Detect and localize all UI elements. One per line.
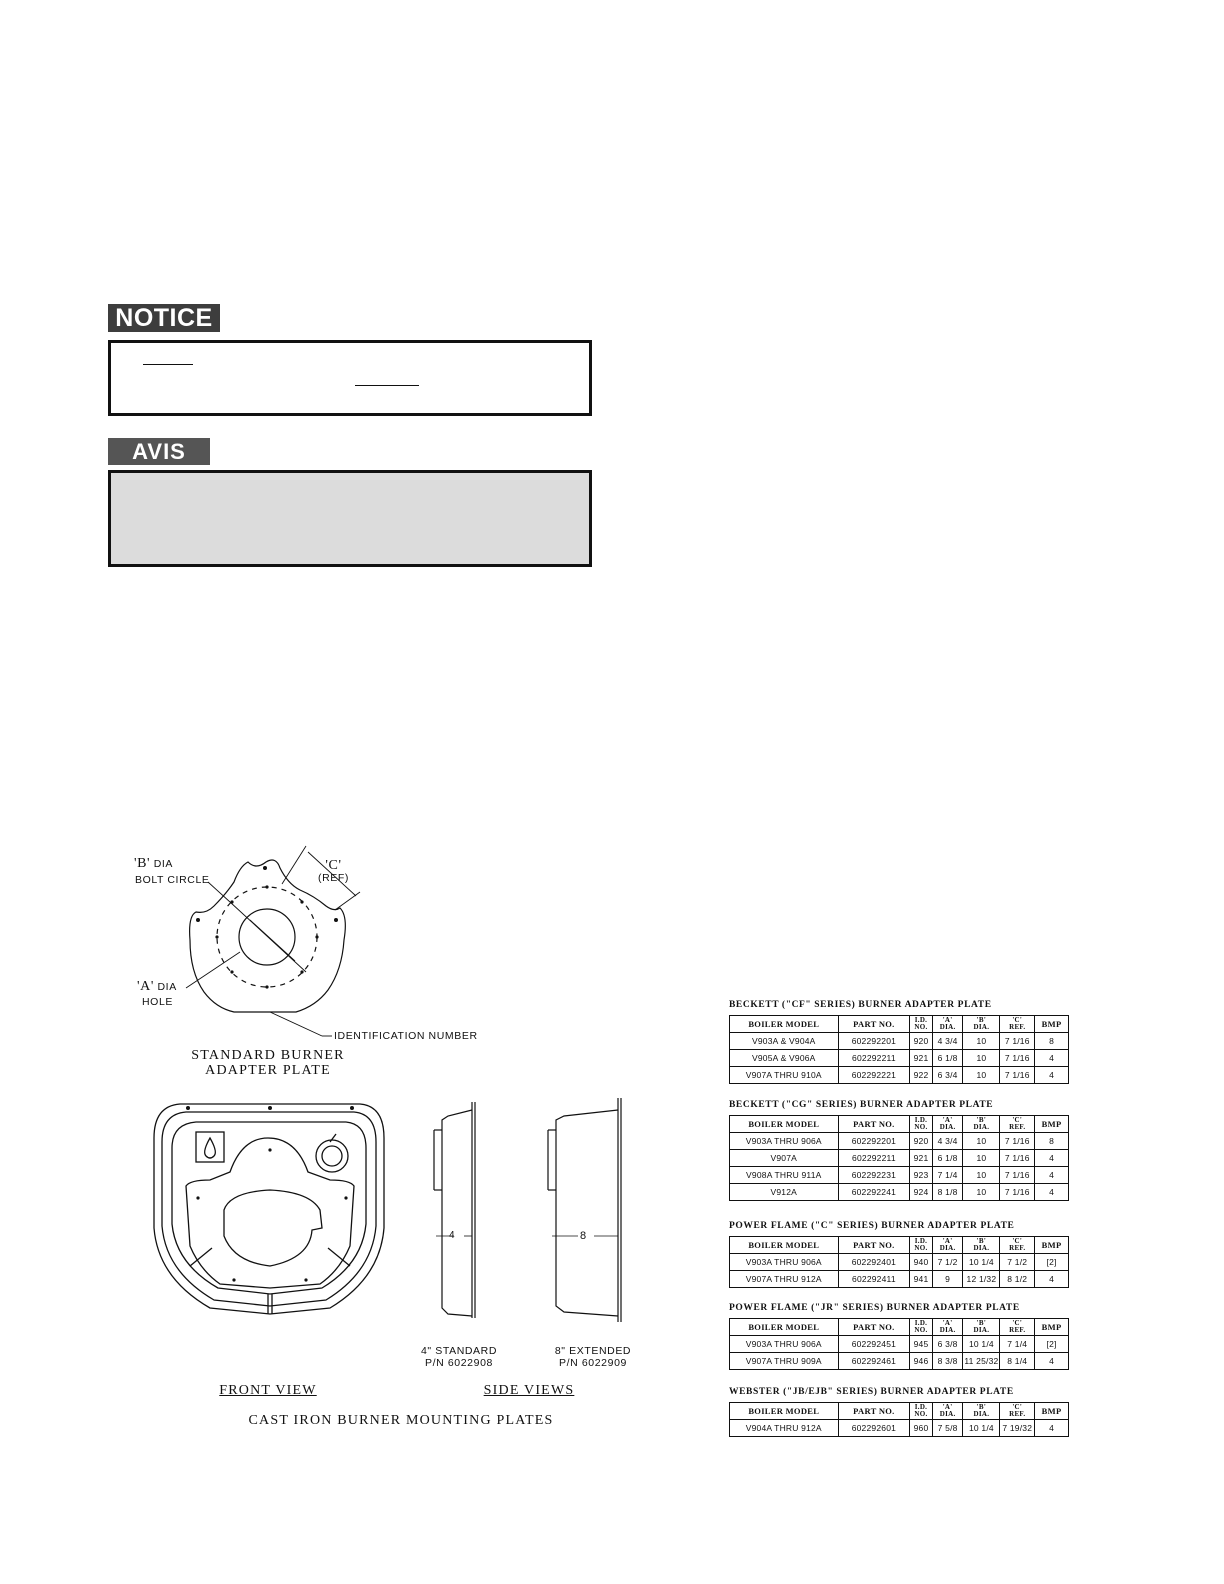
table-cell: 10 xyxy=(963,1150,1000,1167)
table-cell: 8 1/2 xyxy=(1000,1271,1035,1288)
table-cell: 10 xyxy=(963,1167,1000,1184)
table-cell: 10 1/4 xyxy=(963,1254,1000,1271)
b-dia-label: 'B' DIA xyxy=(134,856,174,871)
table-cell: 602292221 xyxy=(838,1067,910,1084)
table-header-cell: PART NO. xyxy=(838,1403,910,1420)
table-row xyxy=(730,1184,1069,1201)
table-cell: 6 3/8 xyxy=(932,1336,963,1353)
table-cell: 941 xyxy=(910,1271,933,1288)
cast-iron-caption: CAST IRON BURNER MOUNTING PLATES xyxy=(248,1413,554,1428)
table-cell: 602292231 xyxy=(838,1167,910,1184)
table-cell: 6 1/8 xyxy=(932,1150,963,1167)
table-header-cell: 'C' REF. xyxy=(1000,1403,1035,1420)
table-header-cell: I.D. NO. xyxy=(910,1403,933,1420)
table-cell: 7 1/16 xyxy=(1000,1184,1035,1201)
table-header-cell: 'A' DIA. xyxy=(932,1319,963,1336)
table-cell: 8 3/8 xyxy=(932,1353,963,1370)
table-cell: 4 3/4 xyxy=(932,1033,963,1050)
table-cell: 11 25/32 xyxy=(963,1353,1000,1370)
table-cell: 921 xyxy=(910,1050,933,1067)
table-cell: 602292211 xyxy=(838,1050,910,1067)
table-cell: 8 xyxy=(1035,1033,1069,1050)
table-header-cell: 'A' DIA. xyxy=(932,1016,963,1033)
table-row xyxy=(730,1067,1069,1084)
table-header-cell: 'B' DIA. xyxy=(963,1319,1000,1336)
table-cell: 922 xyxy=(910,1067,933,1084)
hole-label: HOLE xyxy=(142,996,173,1008)
avis-box xyxy=(108,470,592,567)
table-header-cell: BMP xyxy=(1035,1237,1069,1254)
table-header-cell: I.D. NO. xyxy=(910,1116,933,1133)
table-header-cell: PART NO. xyxy=(838,1237,910,1254)
table-header-cell: BOILER MODEL xyxy=(730,1403,839,1420)
table-header-cell: 'B' DIA. xyxy=(963,1016,1000,1033)
adapter-plate-table xyxy=(729,1236,1069,1288)
table-header-cell: BMP xyxy=(1035,1116,1069,1133)
a-dia-label: 'A' DIA xyxy=(137,979,177,994)
table-row xyxy=(730,1150,1069,1167)
table-row xyxy=(730,1271,1069,1288)
table-cell: 8 xyxy=(1035,1133,1069,1150)
table-cell: 7 1/16 xyxy=(1000,1067,1035,1084)
notice-underline-2 xyxy=(355,385,419,386)
table-cell: 7 1/16 xyxy=(1000,1133,1035,1150)
table-cell: V903A & V904A xyxy=(730,1033,839,1050)
table-cell: 10 xyxy=(963,1184,1000,1201)
table-cell: 924 xyxy=(910,1184,933,1201)
table-header-cell: 'A' DIA. xyxy=(932,1116,963,1133)
table-cell: 960 xyxy=(910,1420,933,1437)
table-cell: 4 xyxy=(1035,1167,1069,1184)
table-cell: 945 xyxy=(910,1336,933,1353)
table-cell: 10 1/4 xyxy=(963,1336,1000,1353)
front-view-caption: FRONT VIEW xyxy=(219,1383,317,1398)
table-cell: 12 1/32 xyxy=(963,1271,1000,1288)
table-cell: 940 xyxy=(910,1254,933,1271)
table-cell: V912A xyxy=(730,1184,839,1201)
notice-underline-1 xyxy=(143,364,193,365)
table-row xyxy=(730,1254,1069,1271)
table-cell: 4 xyxy=(1035,1353,1069,1370)
table-header-cell: I.D. NO. xyxy=(910,1237,933,1254)
notice-box xyxy=(108,340,592,416)
cast-iron-side-view-8in xyxy=(542,1096,632,1326)
table-cell: 7 1/2 xyxy=(1000,1254,1035,1271)
table-cell: V905A & V906A xyxy=(730,1050,839,1067)
table-cell: 4 xyxy=(1035,1420,1069,1437)
table-cell: V907A THRU 910A xyxy=(730,1067,839,1084)
table-cell: 10 1/4 xyxy=(963,1420,1000,1437)
table-cell: V903A THRU 906A xyxy=(730,1336,839,1353)
cast-iron-side-view-4in xyxy=(426,1096,486,1326)
table-cell: 602292201 xyxy=(838,1033,910,1050)
table-row xyxy=(730,1336,1069,1353)
c-ref-label: 'C' (REF) xyxy=(318,858,349,884)
table-cell: [2] xyxy=(1035,1254,1069,1271)
table-row xyxy=(730,1050,1069,1067)
table-cell: V907A xyxy=(730,1150,839,1167)
cast-iron-front-view xyxy=(150,1098,390,1318)
table-cell: 921 xyxy=(910,1150,933,1167)
table-header-cell: PART NO. xyxy=(838,1319,910,1336)
table-title: BECKETT ("CG" SERIES) BURNER ADAPTER PLATE xyxy=(729,1100,994,1110)
table-header-cell: 'B' DIA. xyxy=(963,1237,1000,1254)
table-cell: 10 xyxy=(963,1067,1000,1084)
table-header-cell: BOILER MODEL xyxy=(730,1116,839,1133)
table-cell: 6 3/4 xyxy=(932,1067,963,1084)
table-title: BECKETT ("CF" SERIES) BURNER ADAPTER PLATE xyxy=(729,1000,992,1010)
table-cell: 7 1/16 xyxy=(1000,1150,1035,1167)
bolt-circle-label: BOLT CIRCLE xyxy=(135,874,210,886)
adapter-plate-table xyxy=(729,1318,1069,1370)
table-cell: 602292411 xyxy=(838,1271,910,1288)
table-header-cell: 'C' REF. xyxy=(1000,1016,1035,1033)
table-header-cell: I.D. NO. xyxy=(910,1319,933,1336)
table-row xyxy=(730,1353,1069,1370)
table-cell: 602292201 xyxy=(838,1133,910,1150)
adapter-plate-table xyxy=(729,1115,1069,1201)
table-header-cell: BOILER MODEL xyxy=(730,1237,839,1254)
table-title: POWER FLAME ("C" SERIES) BURNER ADAPTER PLATE xyxy=(729,1221,1015,1231)
table-row xyxy=(730,1133,1069,1150)
table-row xyxy=(730,1033,1069,1050)
table-cell: V907A THRU 909A xyxy=(730,1353,839,1370)
table-header-cell: BMP xyxy=(1035,1016,1069,1033)
table-header-cell: BOILER MODEL xyxy=(730,1016,839,1033)
table-cell: 10 xyxy=(963,1050,1000,1067)
table-cell: 923 xyxy=(910,1167,933,1184)
standard-plate-caption: STANDARD BURNER ADAPTER PLATE xyxy=(191,1048,345,1078)
table-cell: 7 1/16 xyxy=(1000,1033,1035,1050)
table-header-cell: I.D. NO. xyxy=(910,1016,933,1033)
side-view-dim-8: 8 xyxy=(580,1230,587,1242)
table-header-cell: BMP xyxy=(1035,1319,1069,1336)
table-cell: 7 1/2 xyxy=(932,1254,963,1271)
table-cell: 7 1/4 xyxy=(1000,1336,1035,1353)
table-cell: 10 xyxy=(963,1133,1000,1150)
table-cell: 9 xyxy=(932,1271,963,1288)
table-cell: 8 1/4 xyxy=(1000,1353,1035,1370)
table-cell: 4 xyxy=(1035,1067,1069,1084)
table-cell: 602292461 xyxy=(838,1353,910,1370)
table-cell: 7 1/16 xyxy=(1000,1050,1035,1067)
table-cell: 7 1/4 xyxy=(932,1167,963,1184)
table-cell: 4 xyxy=(1035,1184,1069,1201)
table-header-cell: PART NO. xyxy=(838,1016,910,1033)
identification-number-label: IDENTIFICATION NUMBER xyxy=(334,1030,478,1042)
table-cell: 920 xyxy=(910,1133,933,1150)
table-cell: 7 5/8 xyxy=(932,1420,963,1437)
side-views-caption: SIDE VIEWS xyxy=(483,1383,575,1398)
table-cell: 4 xyxy=(1035,1150,1069,1167)
standard-side-label: 4" STANDARD P/N 6022908 xyxy=(420,1345,498,1369)
side-view-dim-4: 4 xyxy=(449,1230,456,1241)
table-cell: 946 xyxy=(910,1353,933,1370)
table-cell: 920 xyxy=(910,1033,933,1050)
table-header-cell: 'B' DIA. xyxy=(963,1403,1000,1420)
table-header-cell: BOILER MODEL xyxy=(730,1319,839,1336)
table-title: POWER FLAME ("JR" SERIES) BURNER ADAPTER PLATE xyxy=(729,1303,1020,1313)
adapter-plate-table xyxy=(729,1015,1069,1084)
table-cell: 4 3/4 xyxy=(932,1133,963,1150)
table-header-cell: 'A' DIA. xyxy=(932,1237,963,1254)
table-header-cell: 'C' REF. xyxy=(1000,1319,1035,1336)
standard-adapter-plate-drawing xyxy=(130,840,470,1040)
table-cell: 602292601 xyxy=(838,1420,910,1437)
table-header-cell: 'C' REF. xyxy=(1000,1116,1035,1133)
table-row xyxy=(730,1420,1069,1437)
adapter-plate-table xyxy=(729,1402,1069,1437)
table-row xyxy=(730,1167,1069,1184)
table-cell: V907A THRU 912A xyxy=(730,1271,839,1288)
table-cell: 6 1/8 xyxy=(932,1050,963,1067)
table-cell: 7 1/16 xyxy=(1000,1167,1035,1184)
table-cell: 602292241 xyxy=(838,1184,910,1201)
table-cell: 602292211 xyxy=(838,1150,910,1167)
table-cell: V908A THRU 911A xyxy=(730,1167,839,1184)
table-cell: 602292401 xyxy=(838,1254,910,1271)
table-cell: 4 xyxy=(1035,1050,1069,1067)
table-cell: 7 19/32 xyxy=(1000,1420,1035,1437)
table-header-cell: BMP xyxy=(1035,1403,1069,1420)
table-title: WEBSTER ("JB/EJB" SERIES) BURNER ADAPTER PLATE xyxy=(729,1387,1014,1397)
table-header-cell: 'B' DIA. xyxy=(963,1116,1000,1133)
table-cell: V903A THRU 906A xyxy=(730,1254,839,1271)
table-header-cell: PART NO. xyxy=(838,1116,910,1133)
table-header-cell: 'A' DIA. xyxy=(932,1403,963,1420)
table-header-cell: 'C' REF. xyxy=(1000,1237,1035,1254)
notice-badge: NOTICE xyxy=(108,304,220,332)
avis-badge: AVIS xyxy=(108,438,210,465)
table-cell: V903A THRU 906A xyxy=(730,1133,839,1150)
table-cell: V904A THRU 912A xyxy=(730,1420,839,1437)
table-cell: [2] xyxy=(1035,1336,1069,1353)
table-cell: 10 xyxy=(963,1033,1000,1050)
table-cell: 4 xyxy=(1035,1271,1069,1288)
extended-side-label: 8" EXTENDED P/N 6022909 xyxy=(554,1345,632,1369)
table-cell: 602292451 xyxy=(838,1336,910,1353)
table-cell: 8 1/8 xyxy=(932,1184,963,1201)
